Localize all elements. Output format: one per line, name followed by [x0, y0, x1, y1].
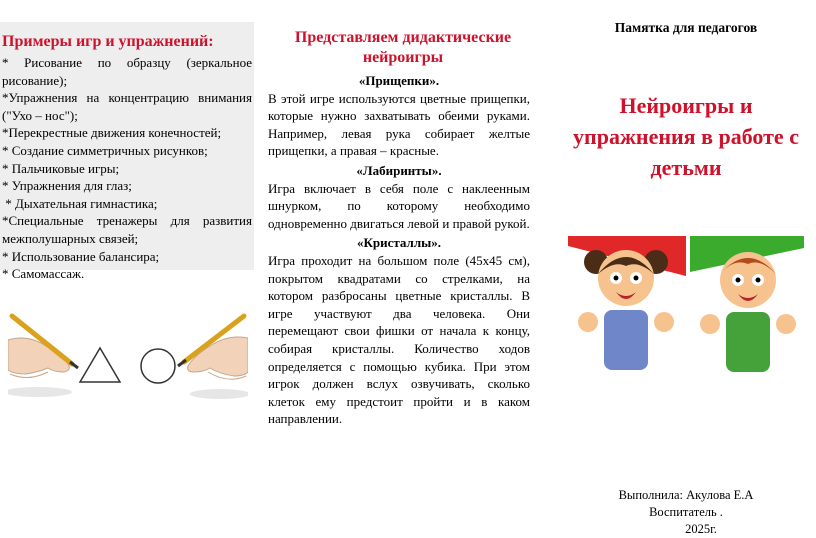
year: 2025г.	[685, 522, 717, 536]
examples-title: Примеры игр и упражнений:	[2, 33, 214, 50]
list-item: *Специальные тренажеры для развития межполушарных связей;	[2, 213, 252, 246]
author-name: Выполнила: Акулова Е.А	[618, 488, 754, 502]
games-list	[268, 72, 530, 430]
mirror-drawing-illustration	[8, 312, 248, 412]
game-name: «Кристаллы».	[356, 235, 442, 251]
left-panel	[0, 0, 258, 535]
list-item: * Самомассаж.	[2, 266, 85, 282]
game-description: Игра включает в себя поле с наклеенным шнурком, по которому необходимо одновременно двигаться левой и правой рукой.	[268, 180, 530, 231]
list-item: * Упражнения для глаз;	[2, 178, 132, 194]
memo-label: Памятка для педагогов	[614, 20, 758, 35]
brochure-title: Нейроигры и упражнения в работе с детьми	[573, 93, 799, 180]
author-block	[556, 487, 816, 538]
children-illustration	[568, 236, 804, 382]
game-description: Игра проходит на большом поле (45х45 см), покрытом квадратами со стрелками, на котором разбросаны цветные кристаллы. В игре участвуют два человека. Они перемещают свои фишки от начала к концу, собирая кристаллы. Количество ходов определяется с помощью кубика. При этом игрок должен вслух озвучивать, сколько клеток ему предстоит пройти и в каком направлении.	[268, 252, 530, 427]
examples-list	[2, 54, 252, 283]
list-item: * Создание симметричных рисунков;	[2, 142, 208, 158]
list-item: * Дыхательная гимнастика;	[2, 195, 158, 211]
games-title: Представляем дидактические нейроигры	[294, 29, 512, 66]
list-item: *Перекрестные движения конечностей;	[2, 125, 222, 141]
game-description: В этой игре используются цветные прищепки, которые нужно захватывать обеими руками. Например, левая рука собирает желтые прищепки, а правая – красные.	[268, 90, 530, 159]
right-panel	[556, 0, 816, 535]
list-item: *Упражнения на концентрацию внимания ("Ухо – нос");	[2, 90, 252, 123]
author-role: Воспитатель .	[649, 505, 723, 519]
list-item: * Пальчиковые игры;	[2, 160, 120, 176]
list-item: * Использование балансира;	[2, 248, 160, 264]
list-item: * Рисование по образцу (зеркальное рисование);	[2, 55, 252, 88]
game-name: «Лабиринты».	[356, 162, 442, 178]
middle-panel	[268, 0, 538, 535]
game-name: «Прищепки».	[358, 73, 440, 88]
